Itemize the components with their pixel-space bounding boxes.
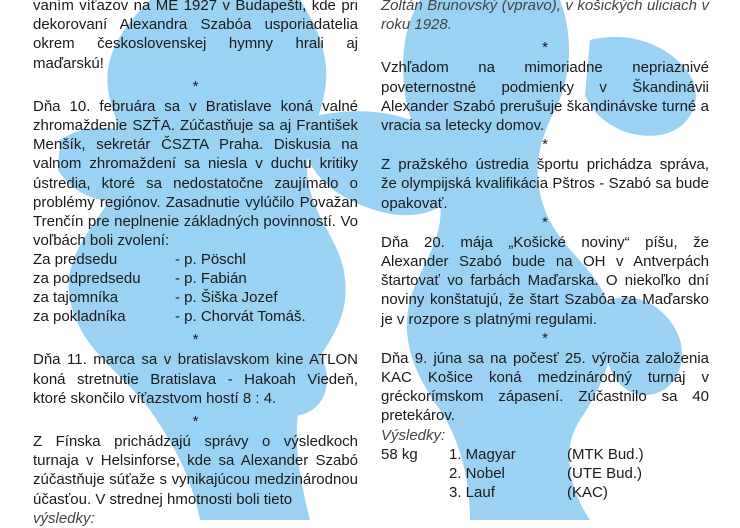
person-name: - p. Pöschl (175, 251, 246, 269)
article-paragraph: Z pražského ústredia športu prichádza správa, že olympijská kvalifikácia Pštros - Szabó sa bude opakovať. (381, 156, 709, 212)
article-paragraph: Vzhľadom na mimoriadne nepriaznivé poveternostné podmienky v Škandinávii Alexander Szabó prerušuje škandinávske turné a vracia sa letecky domov. (381, 59, 709, 135)
placing: 2. Nobel (449, 464, 505, 482)
list-item (33, 307, 358, 326)
article-paragraph: vaním víťazov na ME 1927 v Budapešti, kde pri dekorovaní Alexandra Szabóa usporiadatelia okrem československej hymny hrali aj maďarskú! (33, 0, 358, 72)
role-label: Za predsedu (33, 251, 118, 269)
person-name: - p. Šiška Jozef (175, 289, 278, 307)
article-paragraph: Z Fínska prichádzajú správy o výsledkoch turnaja v Helsinforse, kde sa Alexander Szabó zúčastňuje súťaže s vynikajúcou medzinárodnou účasťou. V strednej hmotnosti boli tieto (33, 433, 358, 508)
club: (KAC) (567, 483, 608, 501)
right-column (381, 0, 709, 502)
section-separator: * (542, 329, 548, 347)
photo-caption: Zoltán Brunovský (vpravo), v košických uliciach v roku 1928. (381, 0, 709, 34)
section-separator: * (542, 136, 548, 154)
list-item (33, 269, 358, 288)
person-name: - p. Chorvát Tomáš. (175, 308, 306, 326)
weight-class (381, 464, 449, 483)
club: (MTK Bud.) (567, 445, 644, 463)
article-paragraph: Dňa 11. marca sa v bratislavskom kine ATLON koná stretnutie Bratislava - Hakoah Viedeň, ktoré skončilo víťazstvom hostí 8 : 4. (33, 351, 358, 407)
results-label: výsledky: (33, 509, 95, 527)
weight-class: 58 kg (381, 445, 418, 463)
list-item (33, 250, 358, 269)
results-table (381, 445, 709, 502)
table-row (381, 483, 709, 502)
placing: 3. Lauf (449, 483, 495, 501)
role-label: za tajomníka (33, 289, 119, 307)
section-separator: * (192, 331, 199, 349)
section-separator: * (542, 213, 548, 231)
table-row (381, 464, 709, 483)
role-label: za pokladníka (33, 308, 126, 326)
left-column (33, 0, 358, 528)
section-separator: * (542, 39, 548, 57)
table-row (381, 445, 709, 464)
article-paragraph: Dňa 10. februára sa v Bratislave koná valné zhromaždenie SZŤA. Zúčastňuje sa aj František Menšík, sekretár ČSZTA Praha. Diskusia na valnom zhromaždení sa niesla v duchu kritiky ústredia, ktoré sa nedostatočne zaujímalo o problémy regiónov. Zasadnutie vylúčilo Považan Trenčín pre neplnenie základných povinností. Vo voľbách boli zvolení: (33, 97, 358, 250)
placing: 1. Magyar (449, 445, 516, 463)
section-separator: * (192, 77, 199, 95)
results-label: Výsledky: (381, 426, 446, 444)
role-label: za podpredsedu (33, 270, 141, 288)
weight-class (381, 483, 449, 502)
article-paragraph: Dňa 9. júna sa na počesť 25. výročia založenia KAC Košice koná medzinárodný turnaj v gréckorímskom zápasení. Zúčastnilo sa 40 pretekárov. (381, 349, 709, 425)
article-paragraph: Dňa 20. mája „Košické noviny“ píšu, že Alexander Szabó bude na OH v Antverpách štartovať vo farbách Maďarska. O niekoľko dní noviny konštatujú, že štart Szabóa za Maďarsko je v rozpore s platnými regulami. (381, 233, 709, 328)
section-separator: * (192, 413, 199, 431)
elected-list (33, 250, 358, 326)
club: (UTE Bud.) (567, 464, 643, 482)
list-item (33, 288, 358, 307)
person-name: - p. Fabián (175, 270, 247, 288)
